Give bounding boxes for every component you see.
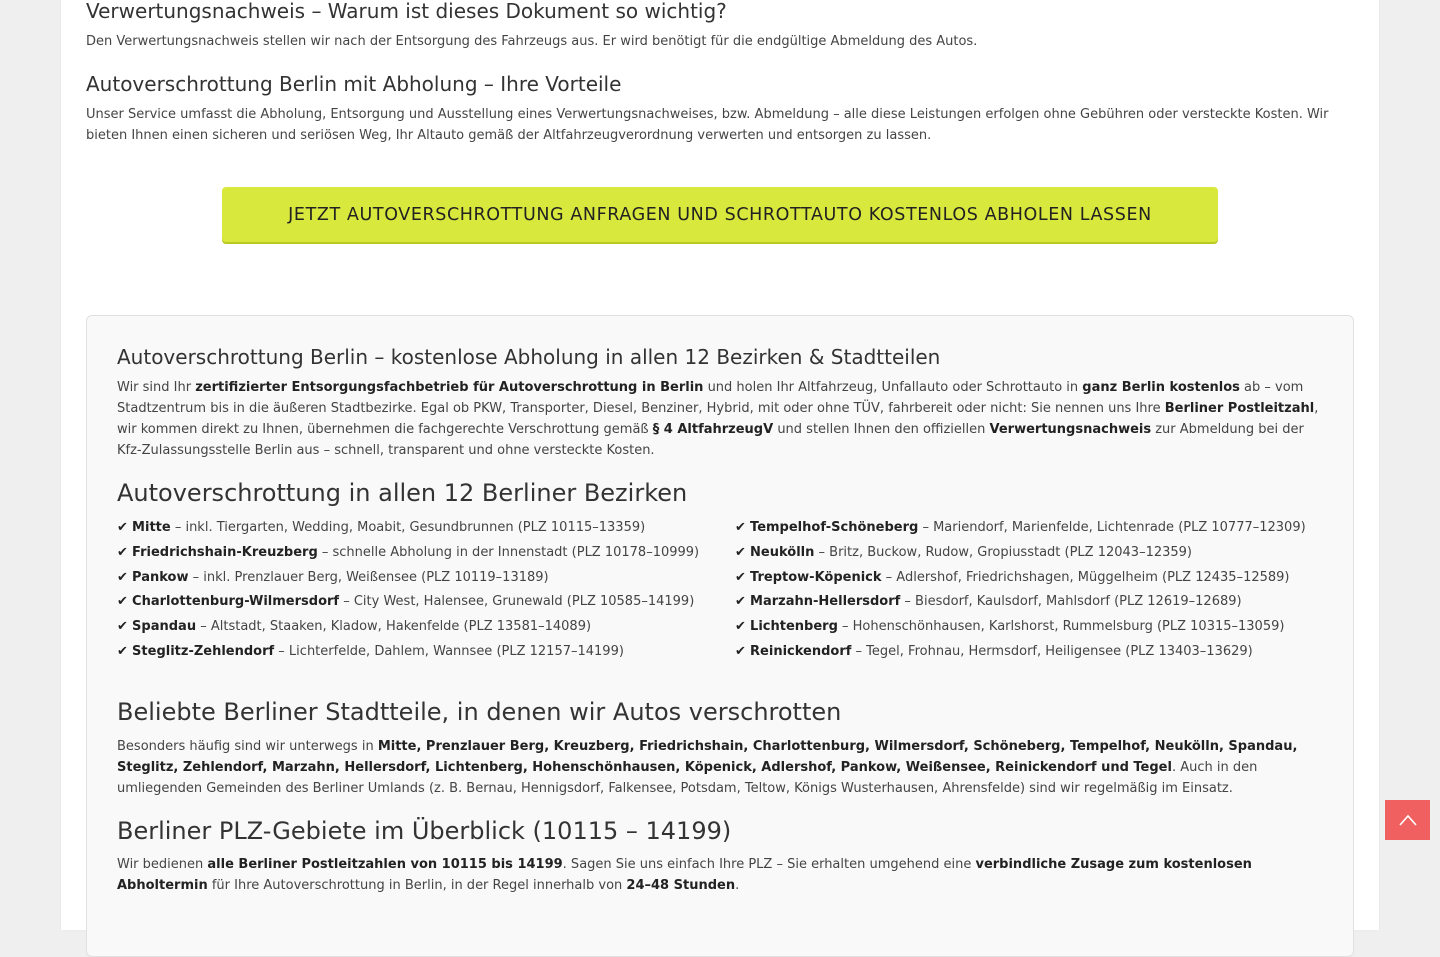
district-name: Marzahn-Hellersdorf — [750, 594, 901, 610]
district-name: Pankow — [132, 569, 189, 585]
district-name: Tempelhof-Schöneberg — [750, 520, 919, 535]
check-icon: ✔ — [117, 619, 128, 635]
district-desc: – Hohenschönhausen, Karlshorst, Rummelsburg (PLZ 10315–13059) — [837, 619, 1285, 635]
district-desc: – schnelle Abholung in der Innenstadt (PLZ 10178–10999) — [317, 544, 700, 560]
district-name: Friedrichshain-Kreuzberg — [132, 544, 318, 560]
check-icon: ✔ — [735, 619, 746, 635]
text-bold: ganz Berlin kostenlos — [1082, 380, 1240, 395]
content-page — [61, 0, 1379, 930]
district-item — [117, 640, 699, 665]
text-run: und stellen Ihnen den offiziellen — [773, 422, 990, 437]
district-desc: – Mariendorf, Marienfelde, Lichtenrade (PLZ 10777–12309) — [918, 520, 1306, 535]
text-run: . Auch in den umliegenden Gemeinden des Berliner Umlands (z. B. Bernau, Hennigsdorf, Falkensee, Potsdam, Teltow, Königs Wusterhausen, Ahrensfelde) sind wir regelmäßig im Einsatz. — [117, 760, 1258, 796]
text-run: für Ihre Autoverschrottung in Berlin, in der Regel innerhalb von — [207, 878, 627, 893]
district-name: Charlottenburg-Wilmersdorf — [132, 594, 340, 610]
heading-plz: Berliner PLZ-Gebiete im Überblick (10115 – 14199) — [117, 817, 732, 845]
district-desc: – City West, Halensee, Grunewald (PLZ 10585–14199) — [339, 594, 695, 610]
text-bold: zertifizierter Entsorgungsfachbetrieb für Autoverschrottung in Berlin — [195, 380, 704, 395]
district-desc: – Lichterfelde, Dahlem, Wannsee (PLZ 12157–14199) — [274, 643, 624, 659]
text-intro — [117, 377, 1323, 461]
text-bold: Verwertungsnachweis — [989, 422, 1152, 437]
district-name: Spandau — [132, 619, 197, 635]
text-bold: Berliner Postleitzahl — [1164, 401, 1315, 416]
text-run: . Sagen Sie uns einfach Ihre PLZ – Sie erhalten umgehend eine — [562, 857, 976, 872]
check-icon: ✔ — [735, 643, 746, 659]
heading-stadtteile: Beliebte Berliner Stadtteile, in denen wir Autos verschrotten — [117, 698, 842, 726]
check-icon: ✔ — [117, 594, 128, 610]
text-run: Wir bedienen — [117, 857, 208, 872]
district-column-right — [735, 516, 1306, 665]
text-bold: alle Berliner Postleitzahlen von 10115 bis 14199 — [207, 857, 563, 872]
district-desc: – Tegel, Frohnau, Hermsdorf, Heiligensee (PLZ 13403–13629) — [851, 643, 1253, 659]
scroll-to-top-button[interactable] — [1385, 800, 1430, 840]
district-desc: – Britz, Buckow, Rudow, Gropiusstadt (PLZ 12043–12359) — [814, 544, 1192, 560]
check-icon: ✔ — [117, 643, 128, 659]
text-stadtteile — [117, 736, 1323, 799]
district-name: Reinickendorf — [750, 643, 852, 659]
text-bold: Mitte, Prenzlauer Berg, Kreuzberg, Friedrichshain, Charlottenburg, Wilmersdorf, Schöneberg, Tempelhof, Neukölln, Spandau, Steglitz, Zehlendorf, Marzahn, Hellersdorf, Lichtenberg, Hohenschönhausen, Köpenick, Adlershof, Pankow, Weißensee, Reinickendorf und Tegel — [117, 739, 1298, 775]
text-run: Besonders häufig sind wir unterwegs in — [117, 739, 378, 754]
district-item — [117, 615, 699, 640]
district-item — [117, 566, 699, 591]
district-item — [735, 516, 1306, 541]
district-name: Neukölln — [750, 544, 815, 560]
heading-bezirke: Autoverschrottung in allen 12 Berliner Bezirken — [117, 479, 688, 507]
district-desc: – Adlershof, Friedrichshagen, Müggelheim (PLZ 12435–12589) — [881, 569, 1290, 585]
check-icon: ✔ — [117, 544, 128, 560]
district-item — [735, 615, 1306, 640]
district-item — [117, 590, 699, 615]
request-pickup-button[interactable]: JETZT AUTOVERSCHROTTUNG ANFRAGEN UND SCHROTTAUTO KOSTENLOS ABHOLEN LASSEN — [222, 187, 1218, 242]
district-name: Steglitz-Zehlendorf — [132, 643, 275, 659]
text-bold: § 4 AltfahrzeugV — [652, 422, 774, 437]
text-plz — [117, 854, 1323, 896]
text-bold: verbindliche Zusage zum kostenlosen Abholtermin — [117, 857, 1252, 893]
check-icon: ✔ — [735, 520, 746, 535]
district-item — [735, 640, 1306, 665]
text-run: , wir kommen direkt zu Ihnen, übernehmen die fachgerechte Verschrottung gemäß — [117, 401, 1319, 437]
chevron-up-icon — [1399, 814, 1417, 826]
district-item — [117, 541, 699, 566]
text-vorteile: Unser Service umfasst die Abholung, Entsorgung und Ausstellung eines Verwertungsnachweises, bzw. Abmeldung – alle diese Leistungen erfolgen ohne Gebühren oder versteckte Kosten. Wir bieten Ihnen einen sicheren und seriösen Weg, Ihr Altauto gemäß der Altfahrzeugverordnung verwerten und entsorgen zu lassen. — [86, 107, 1329, 143]
district-item — [735, 541, 1306, 566]
text-verwertungsnachweis: Den Verwertungsnachweis stellen wir nach der Entsorgung des Fahrzeugs aus. Er wird benötigt für die endgültige Abmeldung des Autos. — [86, 34, 978, 49]
check-icon: ✔ — [117, 520, 128, 535]
check-icon: ✔ — [735, 594, 746, 610]
berlin-info-box — [86, 315, 1354, 957]
text-run: zur Abmeldung bei der Kfz-Zulassungsstelle Berlin aus – schnell, transparent und ohne versteckte Kosten. — [117, 422, 1304, 458]
text-run: und holen Ihr Altfahrzeug, Unfallauto oder Schrottauto in — [703, 380, 1083, 395]
district-name: Mitte — [132, 520, 171, 535]
heading-verwertungsnachweis: Verwertungsnachweis – Warum ist dieses Dokument so wichtig? — [86, 0, 727, 23]
heading-vorteile: Autoverschrottung Berlin mit Abholung – Ihre Vorteile — [86, 72, 622, 96]
text-bold: 24–48 Stunden — [626, 878, 736, 893]
district-name: Treptow-Köpenick — [750, 569, 882, 585]
district-item — [735, 566, 1306, 591]
heading-kostenlose-abholung: Autoverschrottung Berlin – kostenlose Abholung in allen 12 Bezirken & Stadtteilen — [117, 345, 941, 369]
check-icon: ✔ — [735, 569, 746, 585]
district-column-left — [117, 516, 699, 665]
check-icon: ✔ — [117, 569, 128, 585]
check-icon: ✔ — [735, 544, 746, 560]
district-name: Lichtenberg — [750, 619, 838, 635]
district-desc: – inkl. Tiergarten, Wedding, Moabit, Gesundbrunnen (PLZ 10115–13359) — [170, 520, 646, 535]
text-run: Wir sind Ihr — [117, 380, 196, 395]
district-desc: – Biesdorf, Kaulsdorf, Mahlsdorf (PLZ 12619–12689) — [900, 594, 1242, 610]
district-item — [735, 590, 1306, 615]
text-run: ab – vom Stadtzentrum bis in die äußeren Stadtbezirke. Egal ob PKW, Transporter, Diesel, Benziner, Hybrid, mit oder ohne TÜV, fahrbereit oder nicht: Sie nennen uns Ihre — [117, 380, 1304, 416]
district-desc: – inkl. Prenzlauer Berg, Weißensee (PLZ 10119–13189) — [188, 569, 549, 585]
district-item — [117, 516, 699, 541]
text-run: . — [735, 878, 740, 893]
district-desc: – Altstadt, Staaken, Kladow, Hakenfelde (PLZ 13581–14089) — [196, 619, 592, 635]
